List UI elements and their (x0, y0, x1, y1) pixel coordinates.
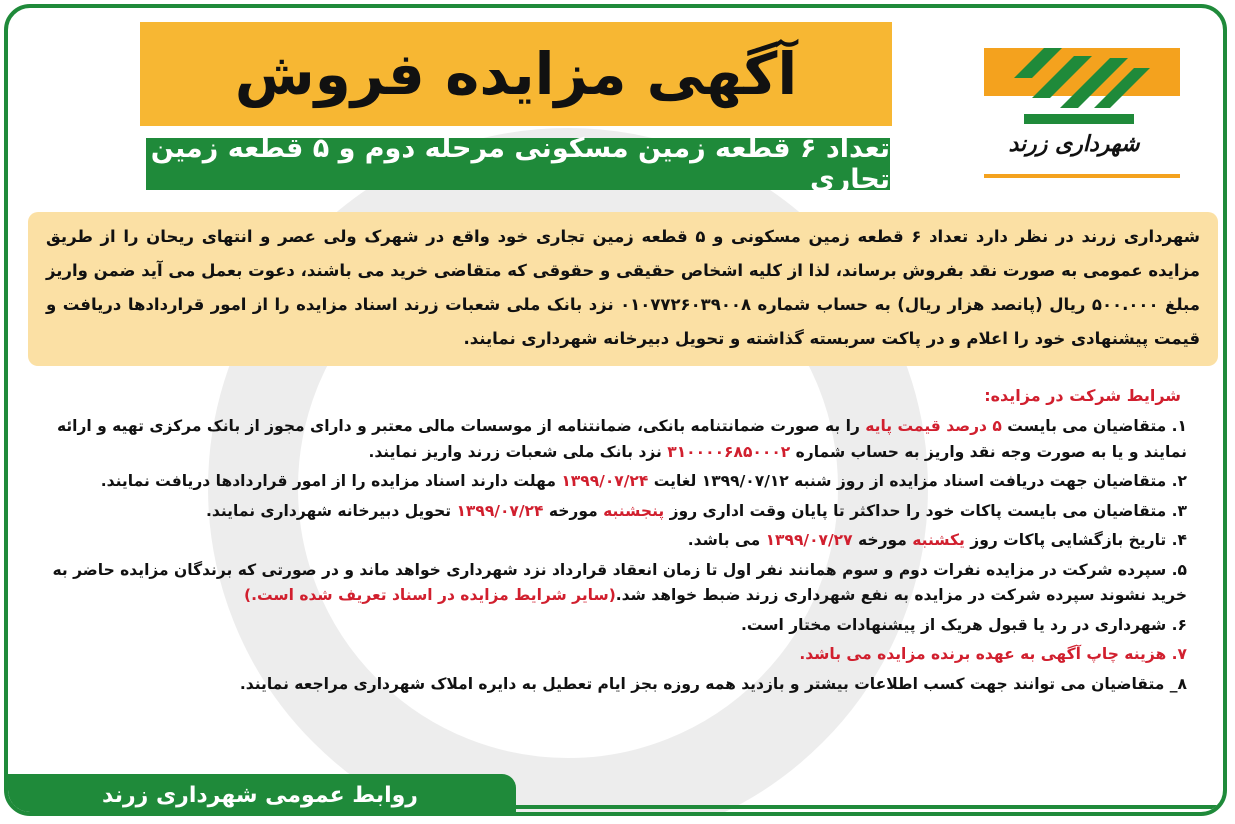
subtitle: تعداد ۶ قطعه زمین مسکونی مرحله دوم و ۵ قطعه زمین تجاری (150, 133, 890, 195)
intro-paragraph: شهرداری زرند در نظر دارد تعداد ۶ قطعه زمین مسکونی و ۵ قطعه زمین تجاری خود واقع در شهرک ولی عصر و انتهای ریحان را از طریق مزایده عمومی به صورت نقد بفروش برساند، لذا از کلیه اشخاص حقیقی و حقوقی که متقاضی خرید می باشند، دعوت بعمل می آید ضمن واریز مبلغ ۵۰۰.۰۰۰ ریال (پانصد هزار ریال) به حساب شماره ۰۱۰۷۷۲۶۰۳۹۰۰۸ نزد بانک ملی شعبات زرند اسناد مزایده را از امور قراردادها دریافت و قیمت پیشنهادی خود را اعلام و در پاکت سربسته گذاشته و تحویل دبیرخانه شهرداری نمایند. (46, 227, 1201, 348)
conditions-list (17, 414, 1187, 701)
ad-frame (4, 4, 1227, 816)
highlight-percent: ۵ درصد قیمت پایه (865, 417, 1002, 435)
intro-box (28, 212, 1218, 366)
highlight-date: ۱۳۹۹/۰۷/۲۴ (561, 472, 649, 490)
highlight-date: ۱۳۹۹/۰۷/۲۴ (456, 501, 544, 520)
condition-5: ۵. سپرده شرکت در مزایده نفرات دوم و سوم همانند نفر اول تا زمان انعقاد قرارداد نزد شهرداری خواهد ماند و در صورتی که برندگان مزایده حاضر به خرید نشوند سپرده شرکت در مزایده به نفع شهرداری زرند ضبط خواهد شد.(سایر شرایط مزایده در اسناد تعریف شده است.) (52, 560, 1187, 604)
footer-label: روابط عمومی شهرداری زرند (102, 782, 418, 808)
condition-1: ۱. متقاضیان می بایست ۵ درصد قیمت پایه را به صورت ضمانتنامه بانکی، ضمانتنامه از موسسات مالی معتبر و دارای مجوز از بانک مرکزی تهیه و ارائه نمایند و یا به صورت وجه نقد واریز به حساب شماره ۳۱۰۰۰۰۶۸۵۰۰۰۲ نزد بانک ملی شعبات زرند واریز نمایند. (56, 417, 1187, 461)
page-title: آگهی مزایده فروش (234, 40, 798, 108)
municipality-logo-icon (984, 28, 1180, 132)
highlight-account: ۳۱۰۰۰۰۶۸۵۰۰۰۲ (667, 442, 791, 461)
highlight-day: یکشنبه (912, 531, 965, 549)
footer-line (516, 805, 1227, 809)
subtitle-banner (146, 133, 890, 195)
municipality-logo (984, 28, 1184, 184)
condition-7: ۷. هزینه چاپ آگهی به عهده برنده مزایده می باشد. (799, 645, 1187, 663)
highlight-day: پنجشنبه (603, 501, 665, 520)
condition-4: ۴. تاریخ بازگشایی پاکات روز یکشنبه مورخه ۱۳۹۹/۰۷/۲۷ می باشد. (687, 531, 1187, 549)
condition-8: ۸_ متقاضیان می توانند جهت کسب اطلاعات بیشتر و بازدید همه روزه بجز ایام تعطیل به دایره املاک شهرداری مراجعه نمایند. (239, 674, 1187, 693)
logo-underline (984, 174, 1180, 178)
condition-2: ۲. متقاضیان جهت دریافت اسناد مزایده از روز شنبه ۱۳۹۹/۰۷/۱۲ لغایت ۱۳۹۹/۰۷/۲۴ مهلت دارند اسناد مزایده را از امور قراردادها دریافت نمایند. (100, 472, 1187, 490)
title-banner (140, 22, 892, 126)
logo-caption: شهرداری زرند (1008, 132, 1140, 157)
conditions-heading: شرایط شرکت در مزایده: (984, 386, 1181, 405)
highlight-date: ۱۳۹۹/۰۷/۲۷ (765, 531, 853, 549)
highlight-note: (سایر شرایط مزایده در اسناد تعریف شده است.) (244, 586, 616, 604)
condition-6: ۶. شهرداری در رد یا قبول هریک از پیشنهادات مختار است. (740, 615, 1187, 634)
footer-banner (4, 774, 516, 816)
condition-3: ۳. متقاضیان می بایست پاکات خود را حداکثر تا پایان وقت اداری روز پنجشنبه مورخه ۱۳۹۹/۰۷/۲۴ تحویل دبیرخانه شهرداری نمایند. (206, 501, 1187, 520)
